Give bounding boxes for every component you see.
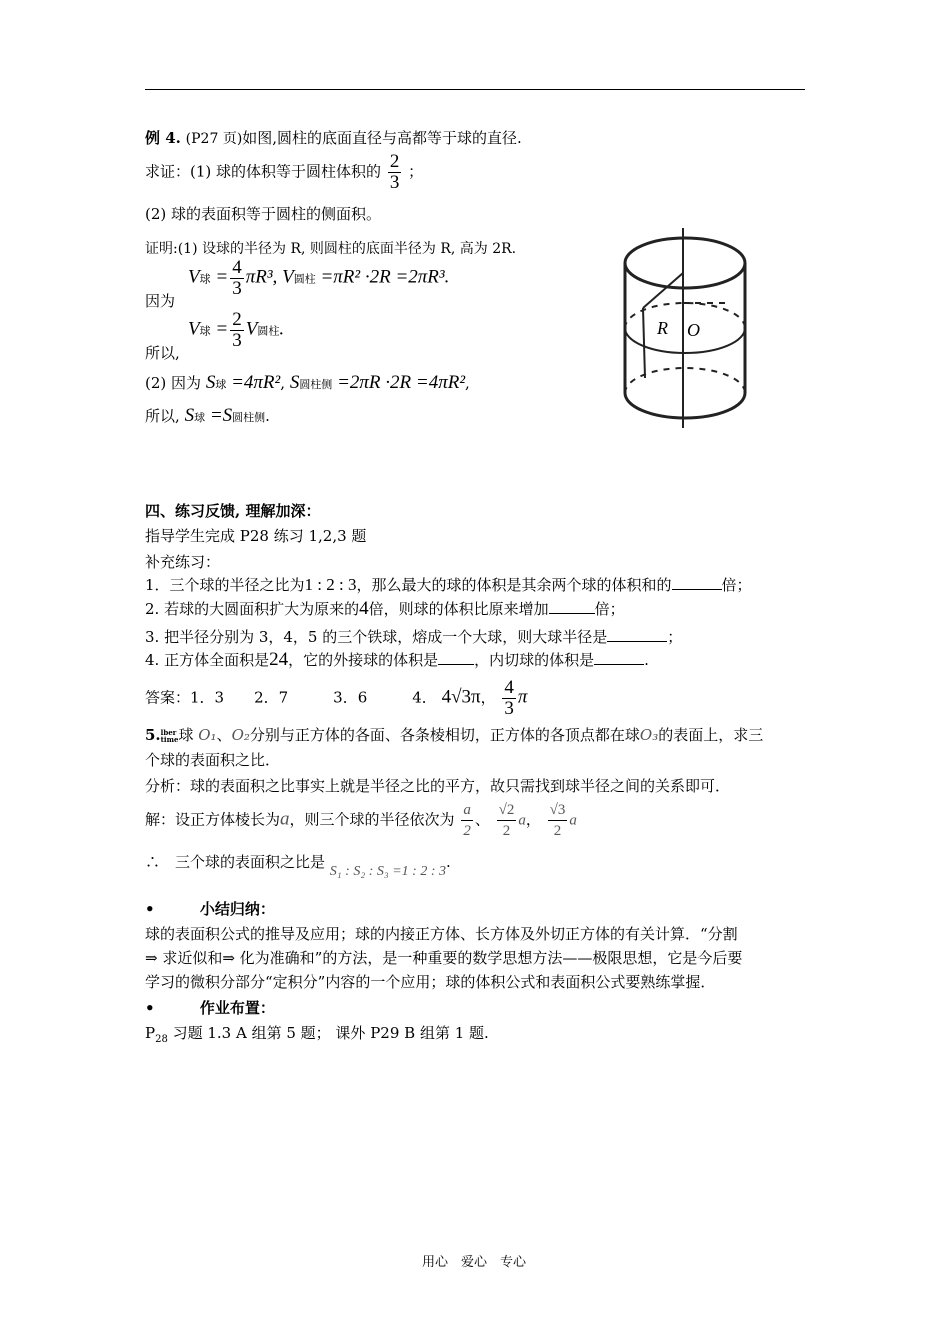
sub-ball: 球 bbox=[199, 324, 211, 338]
question-3 bbox=[145, 626, 682, 647]
hw-p: P bbox=[145, 1024, 156, 1042]
comma: , bbox=[280, 374, 286, 392]
so-label-2: 所以, bbox=[145, 407, 180, 425]
frac-num: 2 bbox=[389, 151, 400, 172]
sol-sep: ， bbox=[525, 810, 541, 829]
period: . bbox=[265, 407, 270, 425]
figure-label-o: O bbox=[687, 320, 700, 340]
q2-blank[interactable] bbox=[549, 599, 595, 614]
fraction-two-thirds-2 bbox=[230, 310, 244, 351]
cylinder-sphere-figure bbox=[615, 228, 755, 433]
frac-den: 3 bbox=[232, 330, 242, 351]
question-5-line-1: 5. lber time 球 O₁、O₂分别与正方体的各面、各条棱相切，正方体的各顶点都在球O₃的表面上，求三 bbox=[145, 726, 764, 744]
var-v: V bbox=[188, 318, 200, 340]
frac-den: 2 bbox=[502, 823, 511, 839]
q3-blank[interactable] bbox=[607, 627, 667, 642]
example-4-title bbox=[145, 127, 522, 148]
answer-4b-fraction bbox=[502, 678, 516, 719]
answer-4b-pi: π bbox=[517, 686, 528, 708]
var-s: S bbox=[205, 372, 216, 393]
equals: = bbox=[215, 318, 229, 340]
frac-den: 3 bbox=[504, 698, 514, 719]
q4-text2: ，它的外接球的体积是 bbox=[288, 651, 439, 669]
eq1-rhs: πR³, bbox=[245, 266, 278, 288]
q5-o3: O₃ bbox=[639, 726, 659, 744]
q4-text: 4. 正方体全面积是 bbox=[145, 651, 270, 669]
example-text: 如图,圆柱的底面直径与高都等于球的直径. bbox=[242, 129, 522, 147]
q5-text3: 的表面上，求三 bbox=[658, 726, 764, 744]
q3-text: 3. 把半径分别为 3，4，5 的三个铁球，熔成一个大球，则大球半径是 bbox=[145, 628, 608, 646]
q1-text2: ，那么最大的球的体积是其余两个球的体积和的 bbox=[356, 576, 672, 594]
q4-num: 24 bbox=[269, 649, 289, 670]
q2-text2: 倍，则球的体积比原来增加 bbox=[368, 600, 549, 618]
radius-fraction-2 bbox=[497, 800, 517, 841]
var-s: S bbox=[222, 405, 233, 426]
comma: ， bbox=[480, 688, 496, 707]
q2-text: 2. 若球的大圆面积扩大为原来的 bbox=[145, 600, 360, 618]
q5-tag-top: lber bbox=[160, 728, 177, 737]
homework-heading bbox=[145, 997, 275, 1018]
summary-heading bbox=[145, 898, 275, 919]
analysis-line: 分析：球的表面积之比事实上就是半径之比的平方，故只需找到球半径之间的关系即可． bbox=[145, 777, 731, 795]
comma: , bbox=[465, 374, 470, 392]
page-footer: 用心 爱心 专心 bbox=[422, 1255, 527, 1270]
header-rule bbox=[145, 89, 805, 90]
q5-text2: 分别与正方体的各面、各条棱相切，正方体的各顶点都在球 bbox=[249, 726, 640, 744]
fraction-two-thirds bbox=[388, 152, 402, 193]
q3-end: ； bbox=[667, 628, 683, 646]
sol-sep: 、 bbox=[474, 810, 490, 829]
eq3-rhs: =4πR² bbox=[231, 372, 281, 393]
sol-var-a: a bbox=[569, 812, 577, 829]
answers-text: 答案：1．3 2．7 3．6 4． bbox=[145, 688, 437, 707]
sol-text2: ，则三个球的半径依次为 bbox=[289, 810, 455, 829]
frac-den: 2 bbox=[553, 823, 562, 839]
frac-den: 2 bbox=[463, 823, 471, 839]
frac-num: 4 bbox=[232, 257, 242, 278]
bullet-icon: • bbox=[145, 999, 155, 1017]
period: . bbox=[279, 318, 285, 340]
question-1 bbox=[145, 574, 752, 595]
q4-blank-1[interactable] bbox=[438, 650, 474, 665]
sub-ball: 球 bbox=[194, 411, 206, 424]
bullet-icon: • bbox=[145, 900, 155, 918]
q5-o2: O₂ bbox=[231, 726, 250, 744]
answers-line bbox=[145, 678, 527, 719]
q4-text3: ，内切球的体积是 bbox=[474, 651, 595, 669]
q1-ratio: 1 : 2 : 3 bbox=[304, 575, 357, 594]
q1-blank[interactable] bbox=[672, 575, 722, 590]
ratio-equation: S₁ : S₂ : S₃ =1 : 2 : 3 bbox=[329, 864, 446, 879]
q2-num: 4 bbox=[359, 598, 369, 619]
q4-blank-2[interactable] bbox=[594, 650, 644, 665]
summary-line-2: ⇒ 求近似和⇒ 化为准确和”的方法，是一种重要的数学思想方法——极限思想，它是今后要 bbox=[145, 949, 743, 967]
q5-tag-bottom: time bbox=[160, 735, 179, 744]
equals: = bbox=[209, 405, 223, 426]
q5-text: 球 bbox=[178, 726, 194, 744]
q5-tag bbox=[161, 729, 179, 743]
sub-ball: 球 bbox=[199, 272, 211, 286]
sol-var-a: a bbox=[280, 808, 290, 830]
volume-ratio-equation bbox=[188, 310, 284, 351]
homework-line bbox=[145, 1022, 489, 1045]
surface-area-equation bbox=[145, 372, 470, 394]
hw-p-sub: 28 bbox=[155, 1034, 168, 1045]
section-4-title: 四、练习反馈, 理解加深： bbox=[145, 502, 321, 520]
var-s: S bbox=[184, 405, 195, 426]
ratio-conclusion bbox=[145, 851, 451, 879]
part2-label: (2) 因为 bbox=[145, 374, 202, 392]
sub-cyl: 圆柱 bbox=[257, 324, 280, 338]
q5-label: 5. bbox=[145, 726, 161, 744]
ratio-end: . bbox=[446, 853, 451, 871]
frac-num: √3 bbox=[548, 800, 568, 821]
frac-den: 3 bbox=[232, 278, 242, 299]
prove-end: ； bbox=[408, 162, 424, 181]
prove-statement-1 bbox=[145, 152, 423, 193]
frac-num: 4 bbox=[504, 677, 514, 698]
fraction-four-thirds bbox=[230, 258, 244, 299]
equals: = bbox=[215, 266, 229, 288]
frac-den: 3 bbox=[389, 172, 400, 193]
page-ref: (P27 页) bbox=[185, 131, 243, 147]
because-label: 因为 bbox=[145, 292, 176, 310]
sub-cyl-side: 圆柱侧 bbox=[232, 411, 266, 424]
solution-line bbox=[145, 800, 577, 841]
hw-text: 习题 1.3 A 组第 5 题； 课外 P29 B 组第 1 题. bbox=[167, 1024, 489, 1042]
sub-cyl: 圆柱 bbox=[293, 272, 316, 286]
radius-fraction-1 bbox=[461, 800, 473, 841]
sol-text: 解：设正方体棱长为 bbox=[145, 810, 281, 829]
surface-area-conclusion bbox=[145, 405, 270, 427]
homework-title: 作业布置： bbox=[199, 999, 275, 1017]
question-5-line-2: 个球的表面积之比． bbox=[145, 751, 281, 769]
eq3-cyl: =2πR ·2R =4πR² bbox=[337, 372, 466, 393]
q4-end: . bbox=[644, 651, 649, 669]
eq1-cyl-rhs: =πR² ·2R =2πR³. bbox=[320, 266, 450, 288]
frac-num: a bbox=[461, 800, 473, 821]
var-v: V bbox=[188, 266, 200, 288]
frac-num: 2 bbox=[232, 309, 242, 330]
sub-cyl-side: 圆柱侧 bbox=[299, 378, 333, 391]
q2-end: 倍； bbox=[594, 600, 625, 618]
eq2-rhs: V bbox=[245, 318, 258, 340]
extra-practice-label: 补充练习： bbox=[145, 553, 221, 571]
question-4 bbox=[145, 649, 649, 671]
example-label: 例 4. bbox=[145, 129, 181, 147]
question-2 bbox=[145, 598, 625, 620]
summary-line-1: 球的表面积公式的推导及应用；球的内接正方体、长方体及外切正方体的有关计算．“分割 bbox=[145, 925, 738, 943]
prove-statement-2: (2) 球的表面积等于圆柱的侧面积。 bbox=[145, 205, 382, 223]
var-v-cyl: V bbox=[282, 266, 294, 288]
q1-end: 倍； bbox=[721, 576, 752, 594]
sub-ball: 球 bbox=[215, 378, 227, 391]
volume-equation bbox=[188, 258, 449, 299]
q1-text: 1．三个球的半径之比为 bbox=[145, 576, 305, 594]
sol-var-a: a bbox=[518, 812, 526, 829]
figure-label-r: R bbox=[657, 318, 668, 338]
prove-text: 求证：(1) 球的体积等于圆柱体积的 bbox=[145, 162, 382, 181]
radius-fraction-3 bbox=[548, 800, 568, 841]
so-label-1: 所以, bbox=[145, 344, 180, 362]
answer-4a: 4√3π bbox=[441, 686, 481, 708]
proof-line-1: 证明:(1) 设球的半径为 R, 则圆柱的底面半径为 R, 高为 2R. bbox=[145, 241, 517, 257]
summary-line-3: 学习的微积分部分“定积分”内容的一个应用；球的体积公式和表面积公式要熟练掌握． bbox=[145, 973, 716, 991]
therefore-text: ∴ 三个球的表面积之比是 bbox=[145, 853, 326, 871]
frac-num: √2 bbox=[497, 800, 517, 821]
var-s-cyl: S bbox=[289, 372, 300, 393]
q5-o1: O₁ bbox=[198, 726, 217, 744]
summary-title: 小结归纳： bbox=[199, 900, 275, 918]
guide-line: 指导学生完成 P28 练习 1,2,3 题 bbox=[145, 527, 367, 545]
